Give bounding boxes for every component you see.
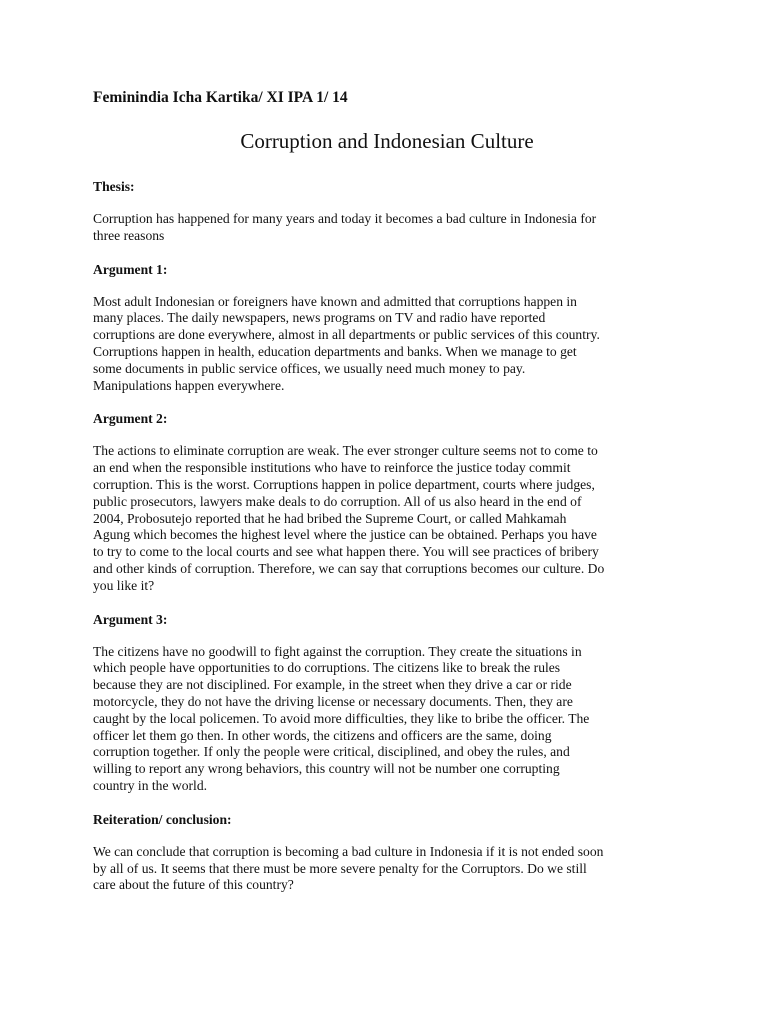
paragraph-line: corruption. This is the worst. Corruptions happen in police department, courts where judges, [93,476,595,492]
paragraph-line: many places. The daily newspapers, news programs on TV and radio have reported [93,310,546,326]
paragraph-line: corruption together. If only the people were critical, disciplined, and obey the rules, and [93,744,570,760]
paragraph-line: 2004, Probosutejo reported that he had bribed the Supreme Court, or called Mahkamah [93,510,567,526]
section-paragraph [93,294,683,395]
paragraph-line: which people have opportunities to do corruptions. The citizens like to break the rules [93,660,561,676]
paragraph-line: Manipulations happen everywhere. [93,377,285,393]
paragraph-line: The citizens have no goodwill to fight against the corruption. They create the situations in [93,643,582,659]
section [93,811,683,894]
section [93,261,683,395]
paragraph-line: by all of us. It seems that there must be more severe penalty for the Corruptors. Do we still [93,860,587,876]
section-heading: Reiteration/ conclusion: [93,811,232,827]
paragraph-line: Corruptions happen in health, education departments and banks. When we manage to get [93,343,577,359]
paragraph-line: and other kinds of corruption. Therefore, we can say that corruptions becomes our culture. Do [93,560,605,576]
section [93,178,683,245]
paragraph-line: because they are not disciplined. For example, in the street when they drive a car or ride [93,677,572,693]
section-paragraph [93,644,683,795]
paragraph-line: country in the world. [93,777,208,793]
document-sections [93,178,683,894]
paragraph-line: The actions to eliminate corruption are weak. The ever stronger culture seems not to come to [93,443,598,459]
paragraph-line: motorcycle, they do not have the driving license or necessary documents. Then, they are [93,693,573,709]
paragraph-line: public prosecutors, lawyers make deals to do corruption. All of us also heard in the end of [93,493,582,509]
paragraph-line: Most adult Indonesian or foreigners have known and admitted that corruptions happen in [93,293,577,309]
paragraph-line: you like it? [93,577,155,593]
paragraph-line: We can conclude that corruption is becoming a bad culture in Indonesia if it is not ended soon [93,843,604,859]
paragraph-line: an end when the responsible institutions who have to reinforce the justice today commit [93,460,571,476]
section [93,410,683,594]
section-heading: Thesis: [93,179,135,194]
section-heading: Argument 2: [93,411,168,427]
paragraph-line: willing to report any wrong behaviors, this country will not be number one corrupting [93,761,560,777]
paragraph-line: to try to come to the local courts and see what happen there. You will see practices of bribery [93,544,599,560]
section-paragraph [93,443,683,594]
paragraph-line: officer let them go then. In other words, the citizens and officers are the same, doing [93,727,552,743]
section-paragraph [93,211,683,245]
paragraph-line: Corruption has happened for many years and today it becomes a bad culture in Indonesia for [93,211,597,226]
section-heading: Argument 3: [93,611,168,627]
paragraph-line: some documents in public service offices, we usually need much money to pay. [93,360,526,376]
paragraph-line: Agung which becomes the highest level where the justice can be obtained. Perhaps you have [93,527,597,543]
paragraph-line: care about the future of this country? [93,877,294,893]
section-paragraph [93,844,683,894]
document-content [93,88,683,910]
paragraph-line: caught by the local policemen. To avoid more difficulties, they like to bribe the officer. The [93,710,590,726]
paragraph-line: three reasons [93,227,165,243]
section-heading: Argument 1: [93,261,168,277]
document-title: Corruption and Indonesian Culture [240,129,534,153]
section [93,611,683,795]
paragraph-line: corruptions are done everywhere, almost in all departments or public services of this country. [93,327,600,343]
author-line: Feminindia Icha Kartika/ XI IPA 1/ 14 [93,89,348,106]
